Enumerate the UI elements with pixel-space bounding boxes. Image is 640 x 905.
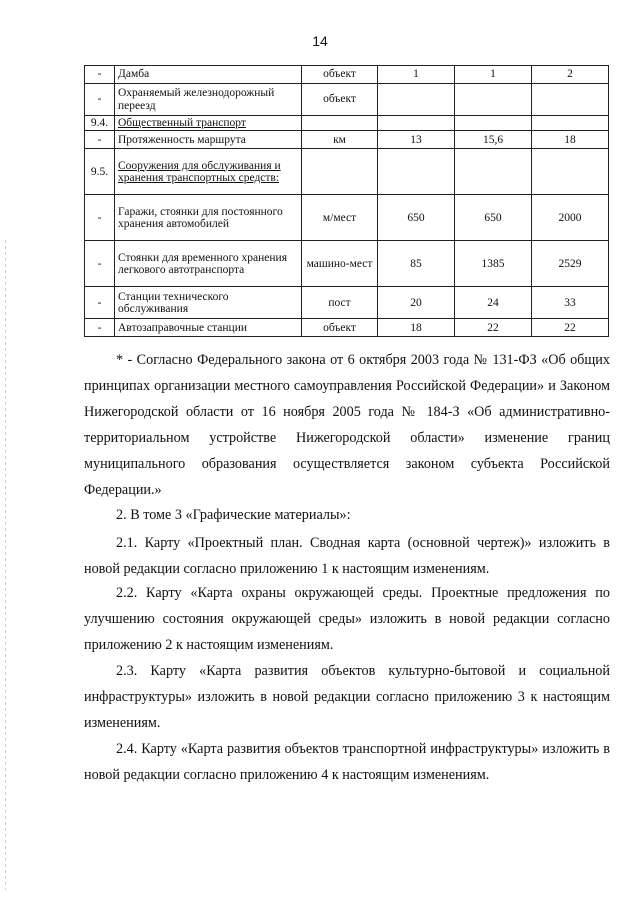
row-unit-cell: объект — [302, 66, 378, 84]
row-value-2-cell: 1 — [455, 66, 532, 84]
row-name-cell: Охраняемый железнодорожный переезд — [115, 84, 302, 116]
row-number-cell: - — [85, 319, 115, 337]
row-value-3-cell — [532, 149, 609, 195]
row-number-cell: - — [85, 241, 115, 287]
paragraph-2-1: 2.1. Карту «Проектный план. Сводная карта (основной чертеж)» изложить в новой редакции согласно приложению 1 к настоящим изменениям. — [84, 535, 610, 577]
row-value-2-cell — [455, 149, 532, 195]
table-row — [85, 195, 609, 241]
row-name-cell: Станции технического обслуживания — [115, 287, 302, 319]
row-number-cell: 9.4. — [85, 116, 115, 131]
row-value-1-cell — [378, 149, 455, 195]
row-value-2-cell: 1385 — [455, 241, 532, 287]
row-name-cell: Протяженность маршрута — [115, 131, 302, 149]
row-name-cell: Сооружения для обслуживания и хранения транспортных средств: — [115, 149, 302, 195]
table-row — [85, 131, 609, 149]
row-unit-cell: пост — [302, 287, 378, 319]
row-value-2-cell — [455, 84, 532, 116]
table-body — [85, 66, 609, 337]
row-value-3-cell: 33 — [532, 287, 609, 319]
row-unit-cell — [302, 149, 378, 195]
row-unit-cell: м/мест — [302, 195, 378, 241]
row-value-2-cell: 650 — [455, 195, 532, 241]
row-unit-cell: объект — [302, 84, 378, 116]
paragraph-2-4: 2.4. Карту «Карта развития объектов транспортной инфраструктуры» изложить в новой редакции согласно приложению 4 к настоящим изменениям. — [84, 741, 610, 783]
row-value-1-cell — [378, 116, 455, 131]
row-value-1-cell: 650 — [378, 195, 455, 241]
row-number-cell: - — [85, 287, 115, 319]
table-row — [85, 116, 609, 131]
row-value-3-cell: 18 — [532, 131, 609, 149]
row-value-2-cell: 15,6 — [455, 131, 532, 149]
row-name-cell: Дамба — [115, 66, 302, 84]
row-value-3-cell — [532, 116, 609, 131]
row-value-3-cell: 2529 — [532, 241, 609, 287]
row-number-cell: 9.5. — [85, 149, 115, 195]
row-name-cell: Гаражи, стоянки для постоянного хранения автомобилей — [115, 195, 302, 241]
page-number: 14 — [312, 33, 328, 49]
row-value-1-cell: 85 — [378, 241, 455, 287]
indicators-table — [84, 65, 609, 337]
row-unit-cell — [302, 116, 378, 131]
table-row — [85, 241, 609, 287]
row-value-1-cell: 1 — [378, 66, 455, 84]
row-name-cell: Стоянки для временного хранения легкового автотранспорта — [115, 241, 302, 287]
row-value-3-cell — [532, 84, 609, 116]
scan-edge-line — [5, 240, 6, 890]
table-row — [85, 66, 609, 84]
paragraph-2-2: 2.2. Карту «Карта охраны окружающей среды. Проектные предложения по улучшению состояния окружающей среды» изложить в новой редакции согласно приложению 2 к настоящим изменениям. — [84, 585, 610, 653]
row-value-1-cell: 13 — [378, 131, 455, 149]
table-row — [85, 319, 609, 337]
row-number-cell: - — [85, 84, 115, 116]
row-value-1-cell: 20 — [378, 287, 455, 319]
row-unit-cell: объект — [302, 319, 378, 337]
footnote-paragraph: * - Согласно Федерального закона от 6 октября 2003 года № 131-ФЗ «Об общих принципах организации местного самоуправления Российской Федерации» и Законом Нижегородской области от 16 ноября 2005 года № 184-З «Об административно-территориальном устройстве Нижегородской области» изменение границ муниципального образования осуществляется законом субъекта Российской Федерации.» — [84, 352, 610, 498]
row-number-cell: - — [85, 195, 115, 241]
row-name-cell: Автозаправочные станции — [115, 319, 302, 337]
row-value-2-cell: 22 — [455, 319, 532, 337]
row-unit-cell: км — [302, 131, 378, 149]
row-value-1-cell: 18 — [378, 319, 455, 337]
row-value-2-cell — [455, 116, 532, 131]
paragraph-2-3: 2.3. Карту «Карта развития объектов культурно-бытовой и социальной инфраструктуры» изложить в новой редакции согласно приложению 3 к настоящим изменениям. — [84, 663, 610, 731]
row-name-cell: Общественный транспорт — [115, 116, 302, 131]
row-value-3-cell: 2000 — [532, 195, 609, 241]
table-row — [85, 287, 609, 319]
table-row — [85, 149, 609, 195]
row-value-2-cell: 24 — [455, 287, 532, 319]
row-value-1-cell — [378, 84, 455, 116]
paragraph-2: 2. В томе 3 «Графические материалы»: — [116, 507, 351, 523]
row-number-cell: - — [85, 131, 115, 149]
row-value-3-cell: 22 — [532, 319, 609, 337]
table-row — [85, 84, 609, 116]
row-value-3-cell: 2 — [532, 66, 609, 84]
row-number-cell: - — [85, 66, 115, 84]
row-unit-cell: машино-мест — [302, 241, 378, 287]
